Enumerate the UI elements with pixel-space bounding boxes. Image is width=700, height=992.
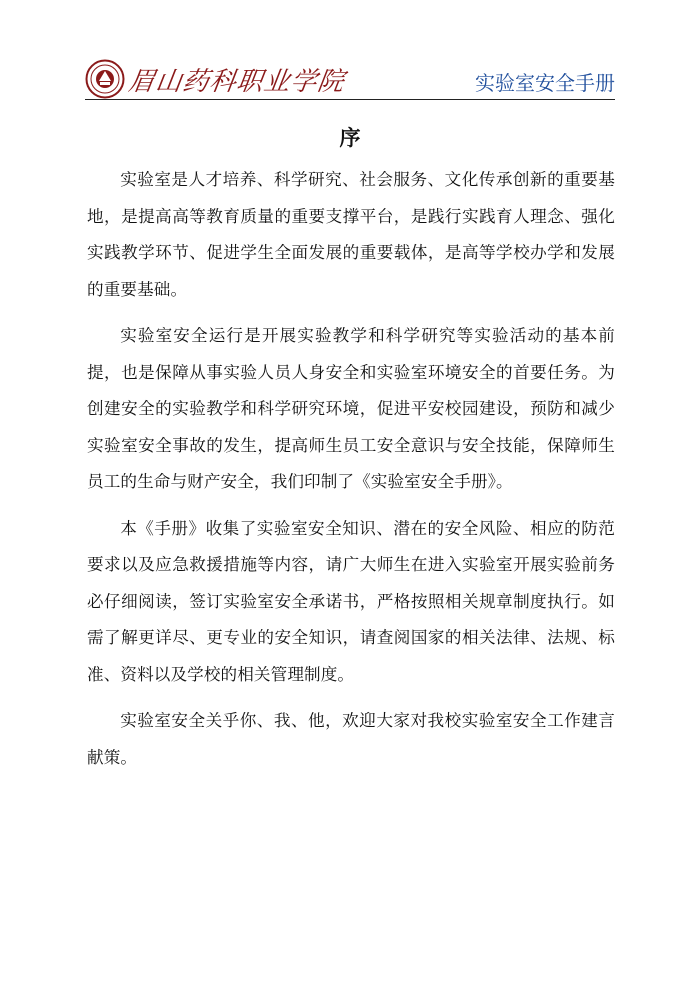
college-logo-text: 眉山药科职业学院: [126, 67, 347, 97]
page-header: [85, 55, 615, 99]
section-heading: 序: [339, 126, 361, 150]
paragraph-3: 本《手册》收集了实验室安全知识、潜在的安全风险、相应的防范要求以及应急救援措施等内容，请广大师生在进入实验室开展实验前务必仔细阅读，签订实验室安全承诺书，严格按照相关规章制度执行。如需了解更详尽、更专业的安全知识，请查阅国家的相关法律、法规、标准、资料以及学校的相关管理制度。: [87, 518, 615, 684]
header-divider: [85, 99, 615, 100]
paragraph-2: 实验室安全运行是开展实验教学和科学研究等实验活动的基本前提，也是保障从事实验人员人身安全和实验室环境安全的首要任务。为创建安全的实验教学和科学研究环境，促进平安校园建设，预防和减少实验室安全事故的发生，提高师生员工安全意识与安全技能，保障师生员工的生命与财产安全，我们印制了《实验室安全手册》。: [87, 326, 615, 491]
paragraph-4: 实验室安全关乎你、我、他，欢迎大家对我校实验室安全工作建言献策。: [87, 711, 615, 767]
document-title: 实验室安全手册: [475, 71, 615, 95]
preface-body: [87, 162, 615, 786]
college-seal-icon: [85, 59, 125, 99]
paragraph-1: 实验室是人才培养、科学研究、社会服务、文化传承创新的重要基地，是提高高等教育质量的重要支撑平台，是践行实践育人理念、强化实践教学环节、促进学生全面发展的重要载体，是高等学校办学和发展的重要基础。: [87, 170, 615, 299]
